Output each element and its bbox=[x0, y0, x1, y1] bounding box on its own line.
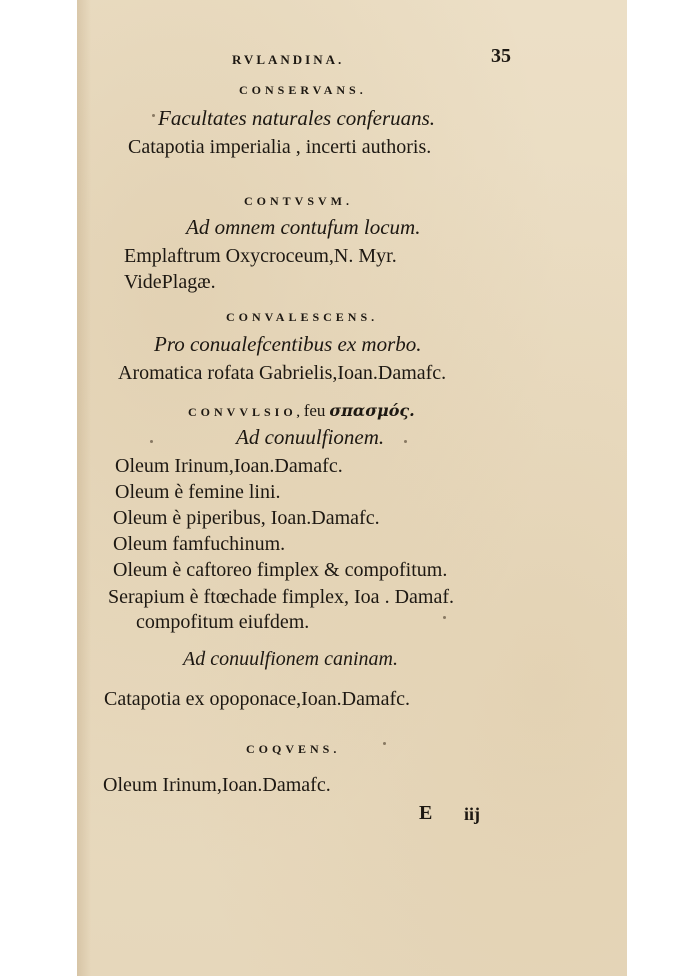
signature-mark: E bbox=[419, 802, 433, 824]
running-title: RVLANDINA. bbox=[232, 52, 345, 67]
entry-line: Serapium è ftœchade fimplex, Ioa . Damaf. bbox=[108, 586, 454, 608]
section-heading: CONVALESCENS. bbox=[226, 310, 379, 324]
entry-line: Oleum Irinum,Ioan.Damafc. bbox=[103, 774, 331, 796]
section-heading: CONTVSVM. bbox=[244, 194, 354, 208]
entry-line: Catapotia imperialia , incerti authoris. bbox=[128, 136, 432, 158]
section-subtitle: Ad conuulfionem. bbox=[236, 425, 385, 449]
heading-latin: CONVVLSIO, bbox=[188, 405, 304, 419]
section-heading: COQVENS. bbox=[246, 742, 341, 756]
section-subtitle: Ad conuulfionem caninam. bbox=[183, 648, 398, 670]
page-number: 35 bbox=[491, 45, 511, 67]
ink-speck bbox=[443, 616, 446, 619]
section-heading: CONSERVANS. bbox=[239, 83, 367, 97]
ink-speck bbox=[150, 440, 153, 443]
entry-line: VidePlagæ. bbox=[124, 271, 216, 293]
section-subtitle: Facultates naturales conferuans. bbox=[158, 106, 436, 130]
heading-conjunction: feu bbox=[303, 401, 326, 420]
entry-line: Oleum è piperibus, Ioan.Damafc. bbox=[113, 507, 380, 529]
ink-speck bbox=[152, 114, 155, 117]
heading-greek: σπασμός. bbox=[329, 401, 415, 420]
section-subtitle: Ad omnem contufum locum. bbox=[186, 215, 421, 239]
ink-speck bbox=[383, 742, 386, 745]
signature-number: iij bbox=[464, 804, 480, 824]
entry-line: Oleum è femine lini. bbox=[115, 481, 281, 503]
entry-line: Catapotia ex opoponace,Ioan.Damafc. bbox=[104, 688, 410, 710]
ink-speck bbox=[404, 440, 407, 443]
entry-line: Aromatica rofata Gabrielis,Ioan.Damafc. bbox=[118, 362, 447, 384]
entry-line: Oleum famfuchinum. bbox=[113, 533, 286, 555]
entry-line: Oleum è caftoreo fimplex & compofitum. bbox=[113, 559, 448, 581]
entry-line: compofitum eiufdem. bbox=[136, 611, 310, 633]
section-heading bbox=[188, 402, 415, 419]
entry-line: Oleum Irinum,Ioan.Damafc. bbox=[115, 455, 343, 477]
section-subtitle: Pro conualefcentibus ex morbo. bbox=[154, 332, 422, 356]
entry-line: Emplaftrum Oxycroceum,N. Myr. bbox=[124, 245, 397, 267]
